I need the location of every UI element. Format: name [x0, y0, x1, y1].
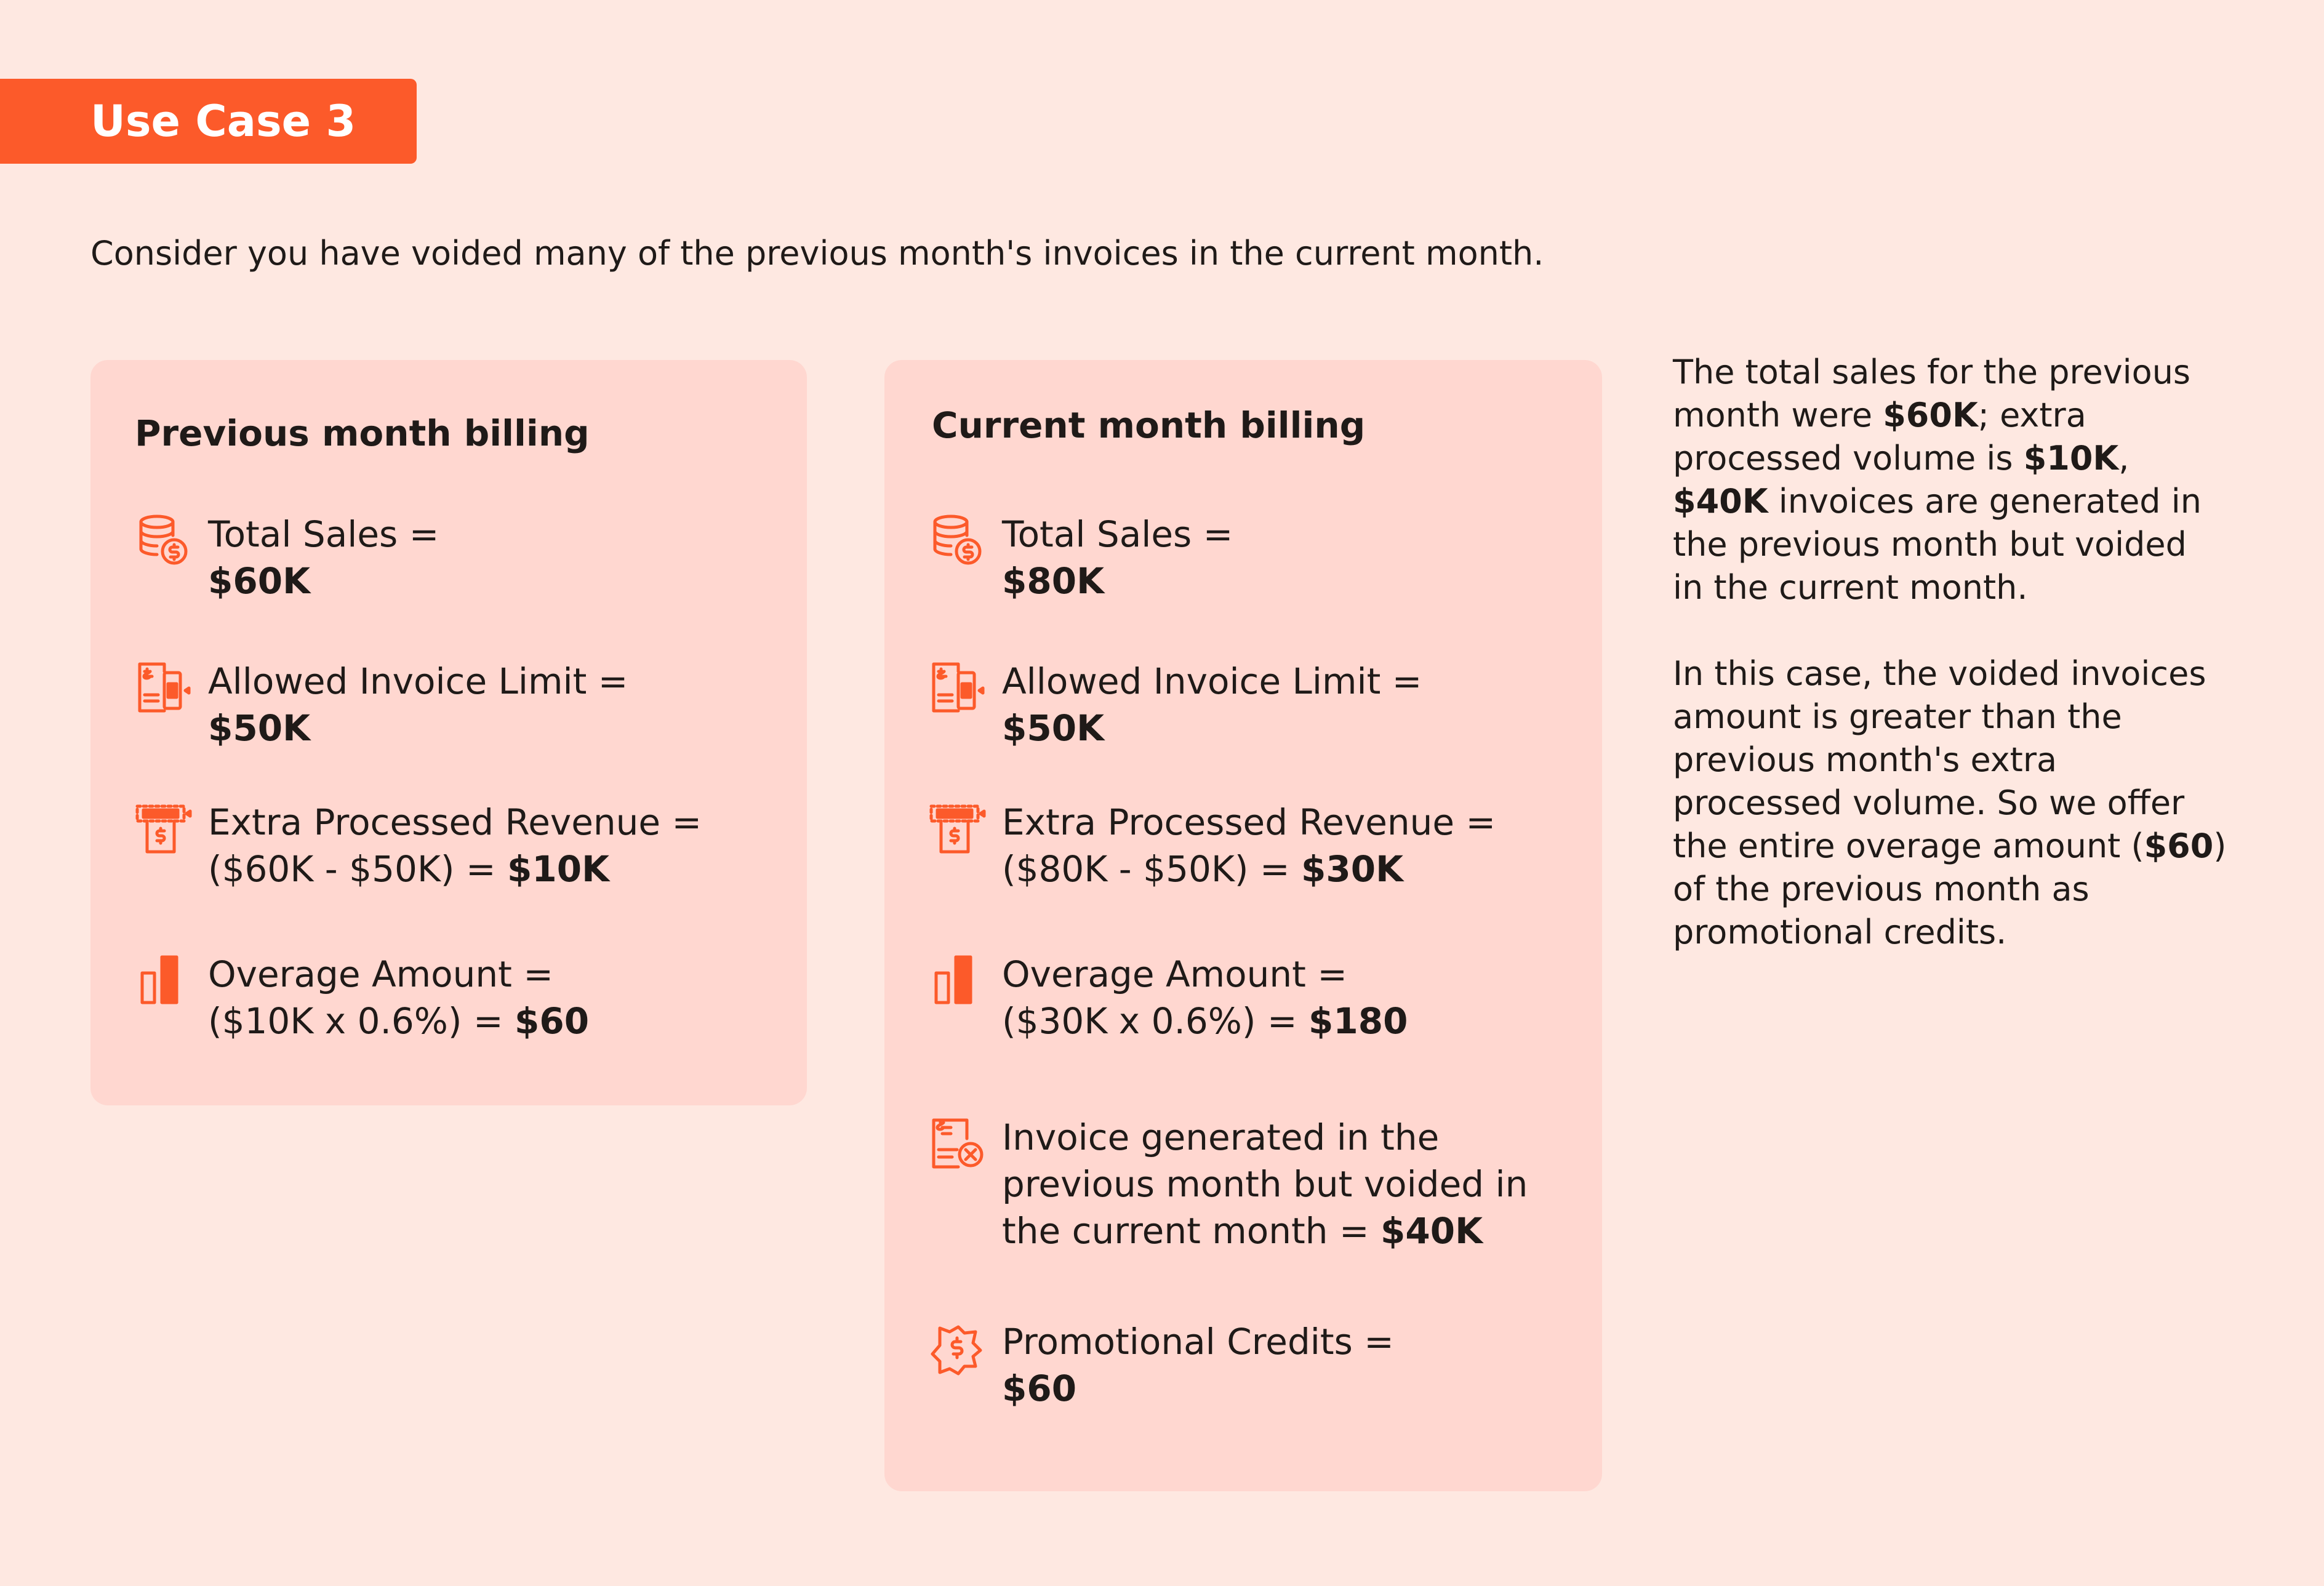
cur-total-sales-label: Total Sales = — [1002, 513, 1233, 555]
explanation-line: The total sales for the previous — [1673, 353, 2191, 391]
prev-overage-value: $60 — [515, 1000, 590, 1042]
cur-extra-revenue-formula: ($80K - $50K) = — [1002, 848, 1302, 890]
voided-invoice-icon — [928, 1114, 987, 1173]
cur-voided-invoice-line1: Invoice generated in the — [1002, 1116, 1440, 1158]
intro-text: Consider you have voided many of the previous month's invoices in the current month. — [90, 234, 1544, 273]
invoice-limit-icon — [134, 658, 193, 717]
current-month-title: Current month billing — [932, 404, 1366, 446]
prev-invoice-limit-value: $50K — [208, 707, 311, 749]
prev-total-sales-value: $60K — [208, 560, 311, 602]
database-dollar-icon — [134, 511, 193, 570]
receipt-printer-icon — [134, 799, 193, 858]
prev-extra-revenue-label: Extra Processed Revenue = — [208, 801, 702, 843]
explanation-line: In this case, the voided invoices — [1673, 654, 2206, 693]
bar-chart-icon — [928, 951, 987, 1010]
cur-overage-label: Overage Amount = — [1002, 953, 1347, 995]
prev-overage-formula: ($10K x 0.6%) = — [208, 1000, 515, 1042]
cur-voided-invoice-line2: previous month but voided in — [1002, 1163, 1528, 1205]
prev-total-sales-label: Total Sales = — [208, 513, 439, 555]
explanation-text — [1673, 351, 2264, 954]
explanation-line: previous month's extra — [1673, 740, 2058, 779]
explanation-line: in the current month. — [1673, 568, 2028, 607]
explanation-line: processed volume. So we offer — [1673, 783, 2185, 822]
prev-extra-revenue-value: $10K — [507, 848, 610, 890]
explanation-line: $40K invoices are generated in — [1673, 482, 2202, 521]
database-dollar-icon — [928, 511, 987, 570]
explanation-line: amount is greater than the — [1673, 697, 2122, 736]
cur-promo-credits-label: Promotional Credits = — [1002, 1321, 1394, 1363]
prev-overage-label: Overage Amount = — [208, 953, 553, 995]
explanation-line: the previous month but voided — [1673, 525, 2187, 564]
cur-invoice-limit-value: $50K — [1002, 707, 1105, 749]
cur-promo-credits-value: $60 — [1002, 1368, 1077, 1409]
explanation-line: processed volume is $10K, — [1673, 439, 2130, 478]
cur-extra-revenue-value: $30K — [1301, 848, 1404, 890]
explanation-line: of the previous month as — [1673, 870, 2090, 908]
explanation-line: promotional credits. — [1673, 913, 2007, 951]
cur-extra-revenue-label: Extra Processed Revenue = — [1002, 801, 1496, 843]
previous-month-title: Previous month billing — [135, 412, 590, 454]
prev-extra-revenue-formula: ($60K - $50K) = — [208, 848, 508, 890]
promo-ticket-icon — [928, 1318, 987, 1377]
explanation-line: the entire overage amount ($60) — [1673, 827, 2227, 865]
bar-chart-icon — [134, 951, 193, 1010]
cur-overage-formula: ($30K x 0.6%) = — [1002, 1000, 1309, 1042]
use-case-tag — [0, 79, 417, 164]
cur-voided-invoice-value: $40K — [1380, 1210, 1483, 1252]
current-month-card — [884, 360, 1602, 1491]
previous-month-card — [90, 360, 807, 1105]
cur-total-sales-value: $80K — [1002, 560, 1105, 602]
prev-invoice-limit-label: Allowed Invoice Limit = — [208, 660, 628, 702]
cur-overage-value: $180 — [1308, 1000, 1408, 1042]
cur-invoice-limit-label: Allowed Invoice Limit = — [1002, 660, 1422, 702]
explanation-line: month were $60K; extra — [1673, 396, 2086, 435]
cur-voided-invoice-line3: the current month = — [1002, 1210, 1381, 1252]
use-case-tag-label: Use Case 3 — [90, 96, 356, 146]
receipt-printer-icon — [928, 799, 987, 858]
invoice-limit-icon — [928, 658, 987, 717]
